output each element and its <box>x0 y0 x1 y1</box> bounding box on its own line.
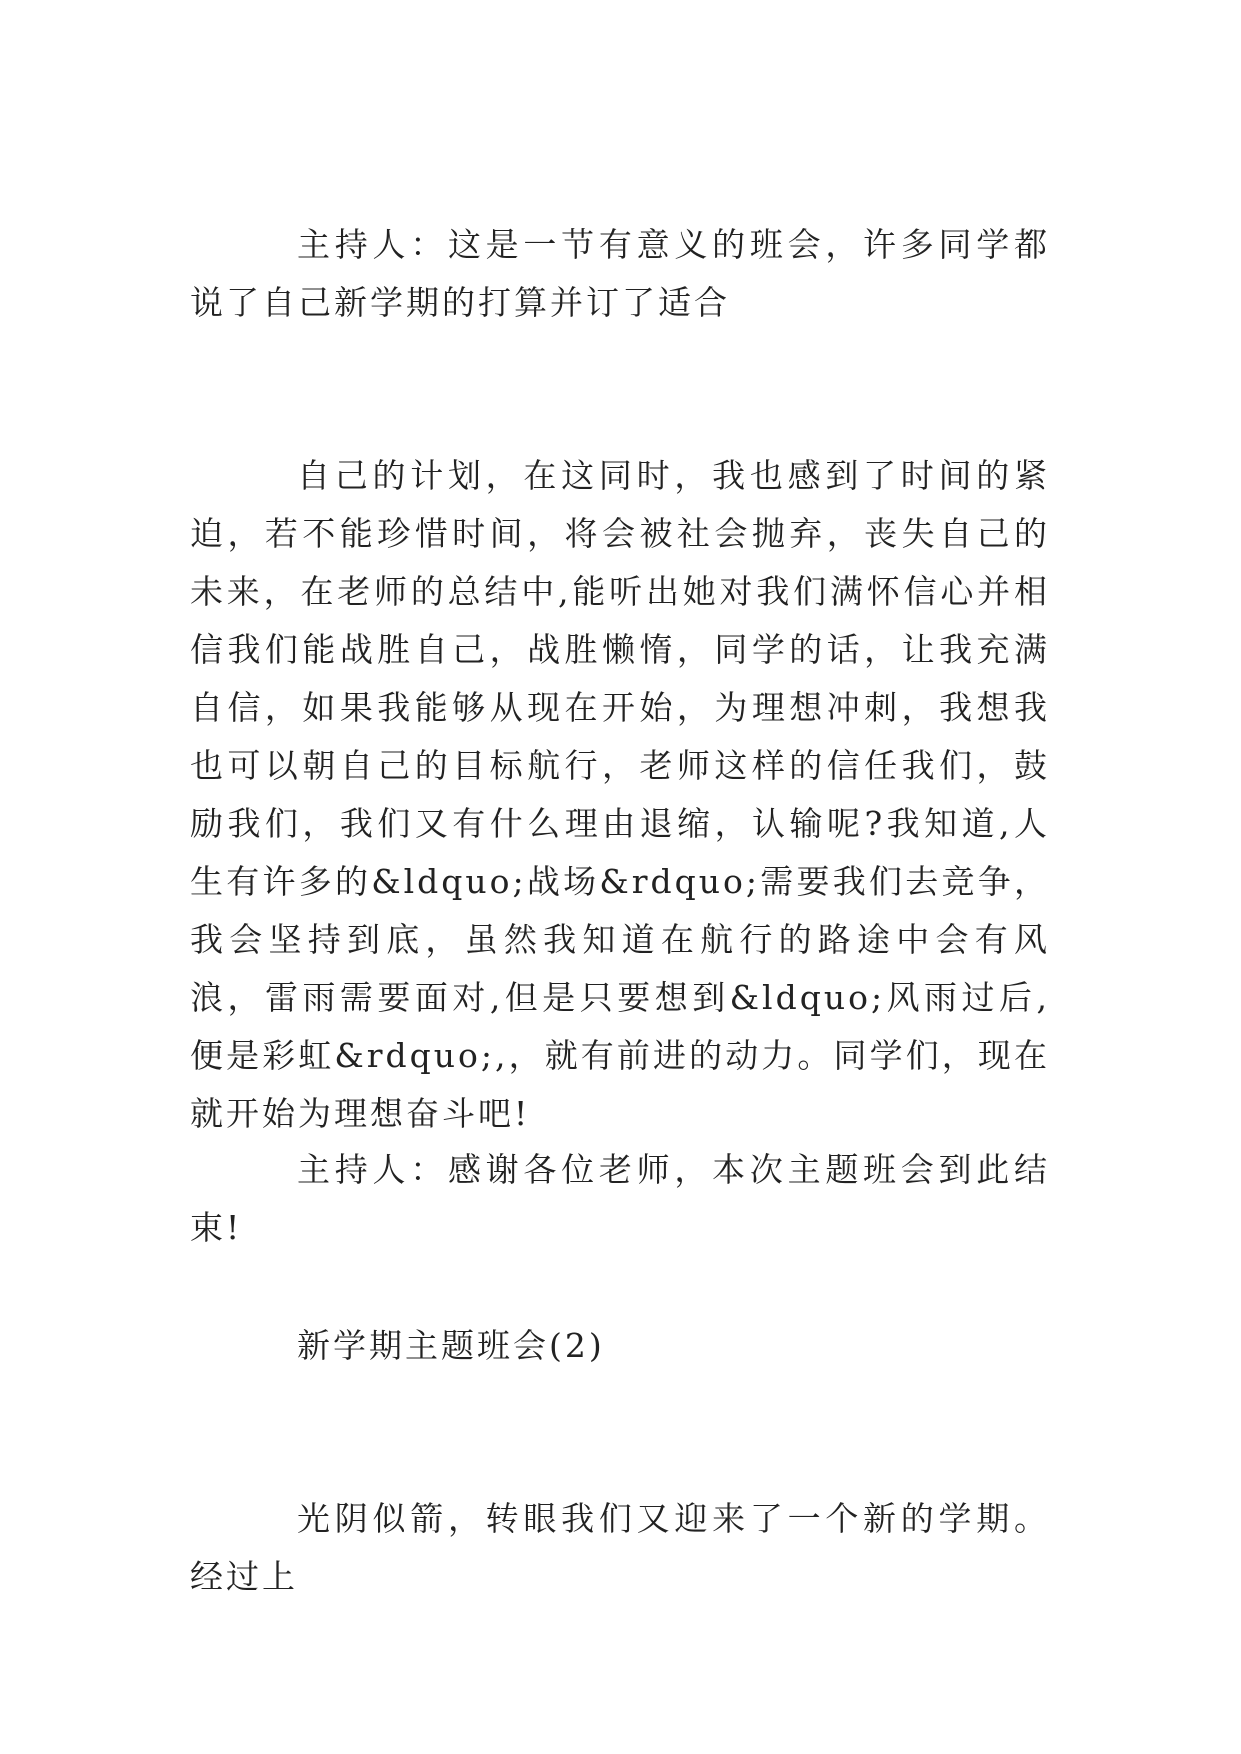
section-heading: 新学期主题班会(2) <box>297 1326 605 1365</box>
paragraph-host-thanks: 主持人：感谢各位老师，本次主题班会到此结束! <box>190 1150 1050 1247</box>
paragraph-host-closing: 主持人：这是一节有意义的班会，许多同学都说了自己新学期的打算并订了适合 <box>190 225 1050 322</box>
paragraph-intro: 光阴似箭，转眼我们又迎来了一个新的学期。经过上 <box>190 1499 1050 1596</box>
paragraph-reflection: 自己的计划，在这同时，我也感到了时间的紧迫，若不能珍惜时间，将会被社会抛弃，丧失自己的未来，在老师的总结中,能听出她对我们满怀信心并相信我们能战胜自己，战胜懒惰，同学的话，让我充满自信，如果我能够从现在开始，为理想冲刺，我想我也可以朝自己的目标航行，老师这样的信任我们，鼓励我们，我们又有什么理由退缩，认输呢?我知道,人生有许多的&ldquo;战场&rdquo;需要我们去竞争，我会坚持到底，虽然我知道在航行的路途中会有风浪，雷雨需要面对,但是只要想到&ldquo;风雨过后,便是彩虹&rdquo;,，就有前进的动力。同学们，现在就开始为理想奋斗吧! <box>190 456 1050 1133</box>
